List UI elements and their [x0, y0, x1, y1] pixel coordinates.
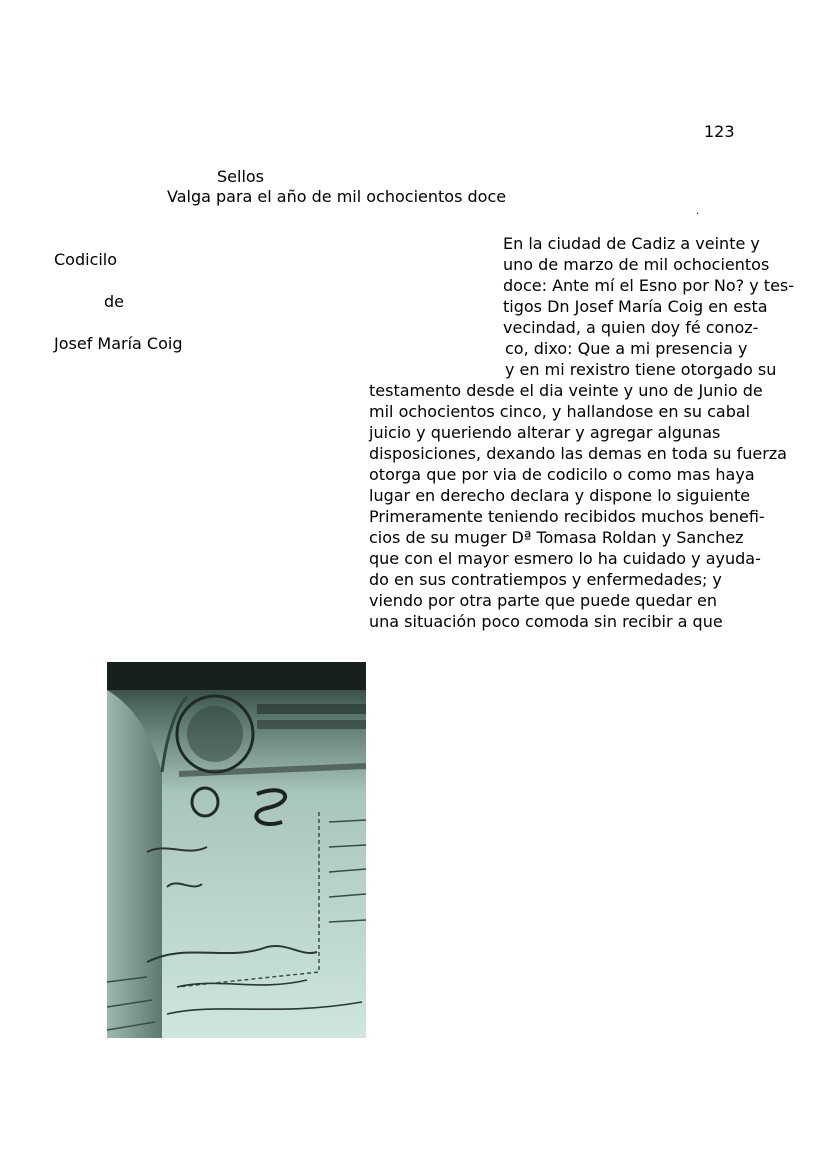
stamp-label: Sellos	[217, 167, 265, 186]
body-line: juicio y queriendo alterar y agregar algunas	[369, 423, 721, 442]
body-line: una situación poco comoda sin recibir a que	[369, 612, 723, 631]
body-line: co, dixo: Que a mi presencia y	[505, 339, 748, 358]
margin-title-codicilo: Codicilo	[54, 250, 118, 269]
margin-title-name: Josef María Coig	[54, 334, 183, 353]
body-line: Primeramente teniendo recibidos muchos benefi-	[369, 507, 765, 526]
body-line: otorga que por via de codicilo o como mas haya	[369, 465, 755, 484]
body-line: lugar en derecho declara y dispone lo siguiente	[369, 486, 751, 505]
body-line: testamento desde el dia veinte y uno de Junio de	[369, 381, 763, 400]
body-line: doce: Ante mí el Esno por No? y tes-	[503, 276, 795, 295]
body-line: que con el mayor esmero lo ha cuidado y ayuda-	[369, 549, 761, 568]
body-line: uno de marzo de mil ochocientos	[503, 255, 770, 274]
page-number: 123	[704, 122, 735, 141]
manuscript-photo	[107, 662, 366, 1038]
body-line: cios de su muger Dª Tomasa Roldan y Sanchez	[369, 528, 744, 547]
body-line: y en mi rexistro tiene otorgado su	[505, 360, 777, 379]
body-line: viendo por otra parte que puede quedar en	[369, 591, 718, 610]
validity-line: Valga para el año de mil ochocientos doce	[167, 187, 507, 206]
body-line: vecindad, a quien doy fé conoz-	[503, 318, 759, 337]
body-line: do en sus contratiempos y enfermedades; y	[369, 570, 722, 589]
body-line: disposiciones, dexando las demas en toda su fuerza	[369, 444, 787, 463]
stray-dot: .	[696, 206, 700, 217]
body-line: mil ochocientos cinco, y hallandose en su cabal	[369, 402, 751, 421]
body-line: tigos Dn Josef María Coig en esta	[503, 297, 768, 316]
margin-title-de: de	[104, 292, 124, 311]
body-line: En la ciudad de Cadiz a veinte y	[503, 234, 760, 253]
